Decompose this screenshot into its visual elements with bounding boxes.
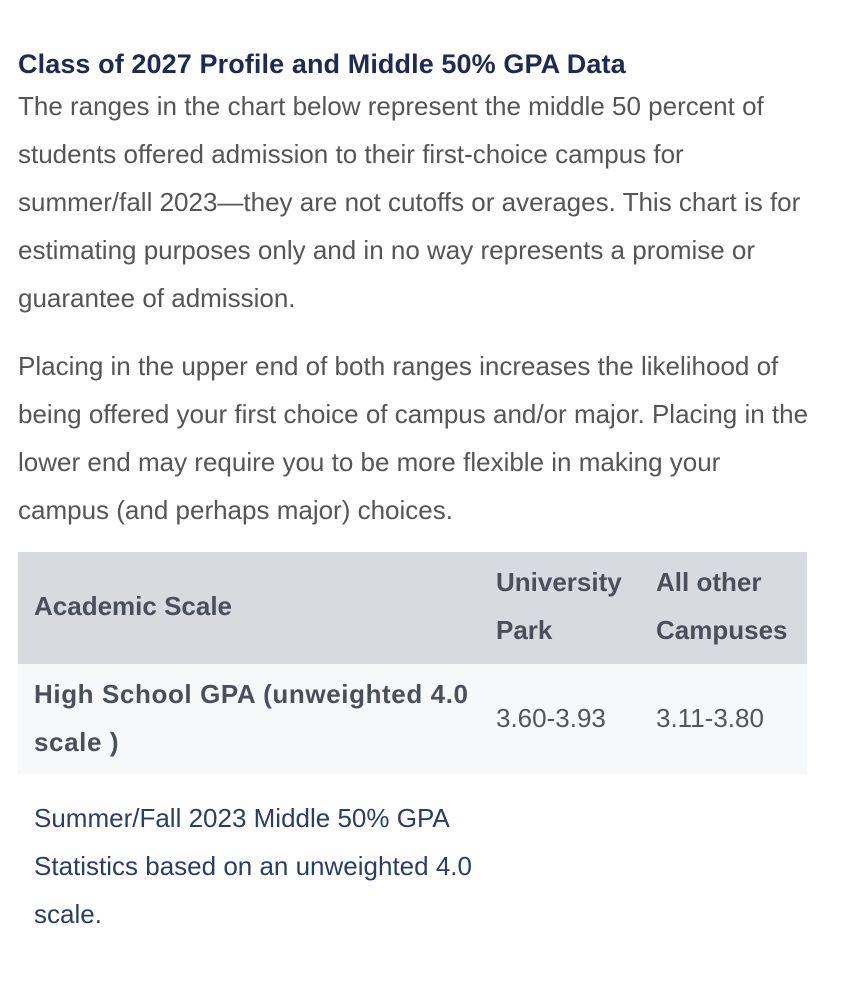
table-row	[18, 664, 807, 774]
header-row	[18, 552, 807, 664]
cell-other-campuses: 3.11-3.80	[656, 703, 764, 733]
section-heading: Class of 2027 Profile and Middle 50% GPA Data	[18, 49, 626, 79]
gpa-table	[18, 552, 807, 774]
header-university-park: University Park	[496, 567, 622, 645]
guidance-paragraph: Placing in the upper end of both ranges increases the likelihood of being offered your first choice of campus and/or major. Placing in the lower end may require you to be more flexible in making your campus (and perhaps major) choices.	[18, 351, 809, 525]
row-label-gpa: High School GPA (unweighted 4.0 scale )	[34, 679, 469, 757]
gpa-table-header	[18, 552, 807, 664]
table-footnote: Summer/Fall 2023 Middle 50% GPA Statistics based on an unweighted 4.0 scale.	[34, 803, 472, 929]
header-academic-scale: Academic Scale	[34, 591, 233, 621]
header-other-campuses: All other Campuses	[656, 567, 788, 645]
cell-university-park: 3.60-3.93	[496, 703, 606, 733]
intro-paragraph: The ranges in the chart below represent the middle 50 percent of students offered admission to their first-choice campus for summer/fall 2023—they are not cutoffs or averages. This chart is for estimating purposes only and in no way represents a promise or guarantee of admission.	[18, 91, 801, 313]
